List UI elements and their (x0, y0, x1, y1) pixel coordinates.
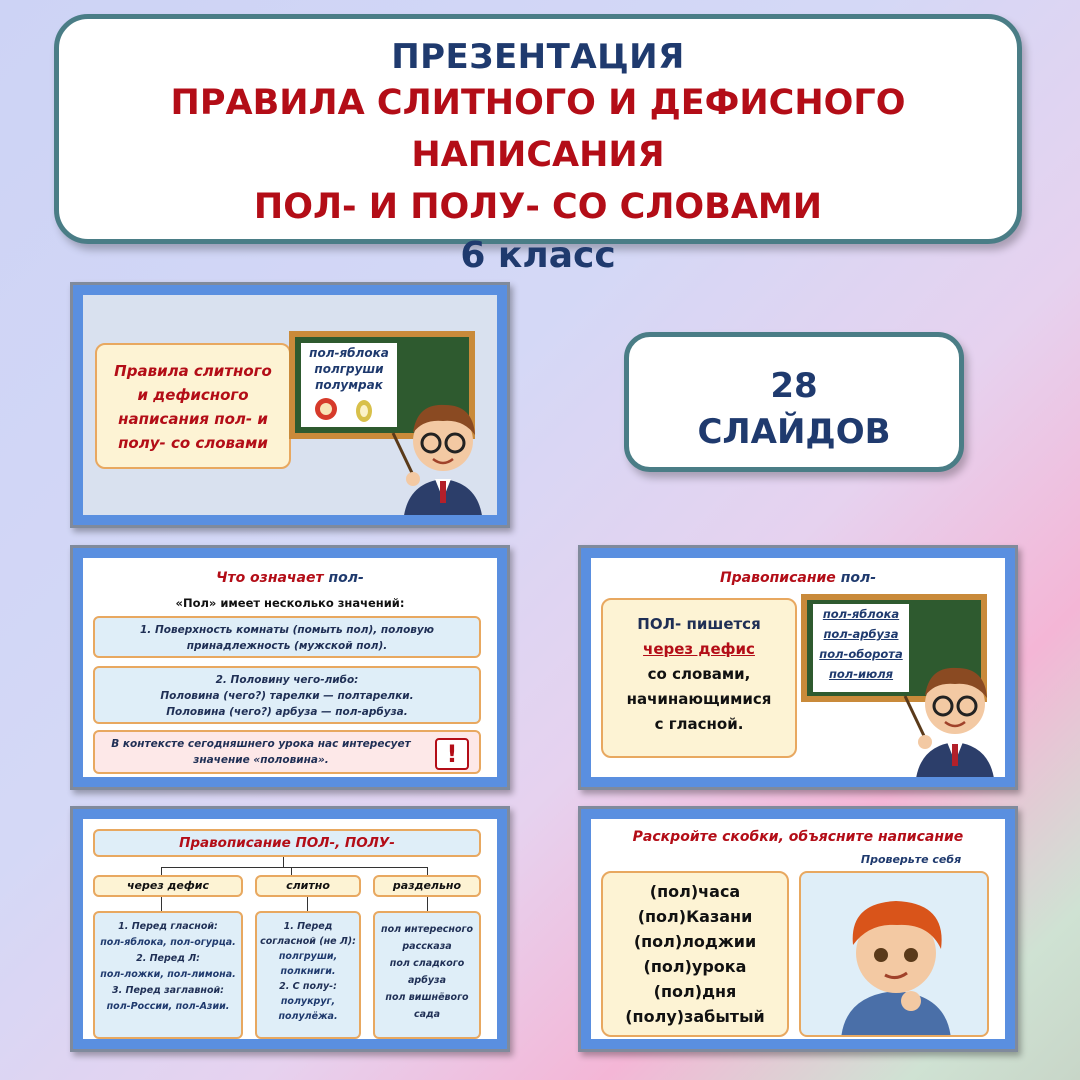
slide1-text-3: написания пол- и (118, 410, 268, 428)
board2-word-1: пол-яблока (822, 607, 900, 621)
col3-line1: пол интересного (381, 924, 473, 935)
exercise-word-4: (пол)урока (643, 957, 747, 976)
tree-branch (161, 867, 427, 868)
board2-word-2: пол-арбуза (823, 627, 899, 641)
title-rules: ПРАВИЛА СЛИТНОГО И ДЕФИСНОГО НАПИСАНИЯ (170, 83, 906, 175)
slide3-text-1: ПОЛ- пишется (637, 615, 761, 633)
slide3-rule-card (601, 598, 797, 758)
col1-line1: 1. Перед гласной: (118, 921, 218, 932)
exercise-card (601, 871, 789, 1037)
slide2-box2-line2: Половина (чего?) тарелки — полтарелки. (160, 690, 414, 702)
thinking-boy-card (799, 871, 989, 1037)
slide-preview-5 (578, 806, 1018, 1052)
exercise-word-5: (пол)дня (653, 982, 737, 1001)
col1-line3: 2. Перед Л: (136, 953, 200, 964)
board2-word-3: пол-оборота (819, 647, 903, 661)
head-separate: раздельно (373, 875, 481, 897)
col3-line6: сада (413, 1009, 441, 1020)
slide4-title: Правописание ПОЛ-, ПОЛУ- (93, 829, 481, 857)
slide1-text-2: и дефисного (137, 386, 249, 404)
col2-line6: полукруг, (280, 996, 336, 1007)
col2-line1: 1. Перед (283, 921, 333, 932)
title-pol-polu: ПОЛ- И ПОЛУ- СО СЛОВАМИ (253, 187, 823, 227)
slide-count-number: 28 (770, 366, 818, 406)
tree-down-2 (307, 897, 308, 911)
exercise-word-6: (полу)забытый (625, 1007, 765, 1026)
slide2-box2-line3: Половина (чего?) арбуза — пол-арбуза. (166, 706, 408, 718)
slide1-text-1: Правила слитного (114, 362, 272, 380)
exclamation-icon: ! (435, 738, 469, 770)
thinking-boy-icon (801, 873, 989, 1037)
col2-line7: полулёжа. (278, 1011, 338, 1022)
slide3-title-a: Правописание (719, 570, 841, 586)
col2-line3: полгруши, (278, 951, 338, 962)
slide2-title (83, 570, 497, 586)
board-word-2: полгруши (314, 362, 384, 376)
teacher-boy-icon-2 (895, 638, 1005, 777)
slide2-box3-line2: значение «половина». (193, 754, 329, 766)
slide-preview-1 (70, 282, 510, 528)
tree-leg-3 (427, 867, 428, 875)
board-word-3: полумрак (315, 378, 383, 392)
tree-down-3 (427, 897, 428, 911)
slide3-text-4: начинающимися (626, 690, 772, 708)
tree-stem (283, 857, 284, 867)
slide2-box1-line1: 1. Поверхность комнаты (помыть пол), половую (140, 624, 434, 636)
exercise-word-1: (пол)часа (649, 882, 741, 901)
slide2-box3-line1: В контексте сегодняшнего урока нас интересует (111, 738, 411, 750)
slide1-title-card (95, 343, 291, 469)
col1-line6: пол-России, пол-Азии. (106, 1001, 230, 1012)
col1-line2: пол-яблока, пол-огурца. (100, 937, 236, 948)
title-box (54, 14, 1022, 276)
slide3-text-5: с гласной. (654, 715, 744, 733)
col1-line5: 3. Перед заглавной: (112, 985, 224, 996)
col3-line5: пол вишнёвого (385, 992, 469, 1003)
tree-leg-1 (161, 867, 162, 875)
check-yourself: Проверьте себя (860, 853, 962, 866)
slide-count-label: СЛАЙДОВ (697, 412, 891, 452)
slide3-text-3: со словами, (647, 665, 751, 683)
col2-line4: полкниги. (280, 966, 336, 977)
col1-line4: пол-ложки, пол-лимона. (100, 969, 236, 980)
slide5-title: Раскройте скобки, объясните написание (632, 829, 964, 845)
slide-count-box (624, 332, 964, 472)
title-grade: 6 класс (460, 235, 616, 276)
tree-down-1 (161, 897, 162, 911)
col-together (255, 911, 361, 1039)
slide3-title-b: пол- (840, 570, 877, 586)
col3-line2: рассказа (402, 941, 452, 952)
slide2-title-b: пол- (328, 570, 364, 586)
col-hyphen (93, 911, 243, 1039)
slide3-text-2: через дефис (643, 640, 755, 658)
title-presentation: ПРЕЗЕНТАЦИЯ (391, 37, 685, 77)
teacher-boy-icon (383, 375, 497, 515)
slide-preview-4 (70, 806, 510, 1052)
slide1-text-4: полу- со словами (118, 434, 268, 452)
slide2-box1-line2: принадлежность (мужской пол). (186, 640, 388, 652)
exercise-word-2: (пол)Казани (637, 907, 753, 926)
apple-pear-icon (304, 393, 394, 423)
exercise-word-3: (пол)лоджии (633, 932, 757, 951)
slide-preview-2 (70, 545, 510, 790)
slide2-box2-line1: 2. Половину чего-либо: (215, 674, 359, 686)
slide2-meaning-1 (93, 616, 481, 658)
col3-line4: арбуза (408, 975, 446, 986)
slide2-context (93, 730, 481, 774)
slide2-meaning-2 (93, 666, 481, 724)
col-separate (373, 911, 481, 1039)
board-word-1: пол-яблока (309, 346, 389, 360)
board2-word-4: пол-июля (828, 667, 894, 681)
slide-preview-3 (578, 545, 1018, 790)
head-together: слитно (255, 875, 361, 897)
col3-line3: пол сладкого (389, 958, 465, 969)
slide3-title (591, 570, 1005, 586)
slide2-subtitle: «Пол» имеет несколько значений: (175, 596, 405, 610)
col2-line5: 2. С полу-: (279, 981, 337, 992)
tree-leg-2 (291, 867, 292, 875)
slide2-title-a: Что означает (216, 570, 329, 586)
col2-line2: согласной (не Л): (260, 936, 356, 947)
head-hyphen: через дефис (93, 875, 243, 897)
